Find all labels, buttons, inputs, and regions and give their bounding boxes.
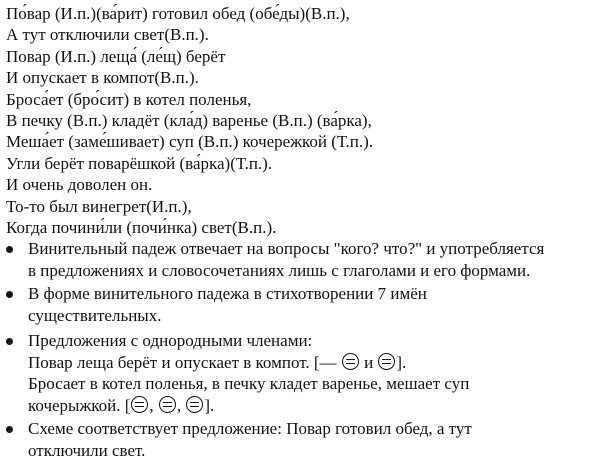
homogeneous-member-circle-icon — [131, 396, 148, 413]
scheme-bracket: [— — [313, 352, 337, 372]
note-text: Схеме соответствует предложение: Повар готовил обед, а тут — [28, 419, 472, 438]
homogeneous-member-circle-icon — [342, 353, 359, 370]
poem-line: Повар (И.п.) леща́ (ле́щ) берёт — [6, 46, 226, 66]
note-accusative-count — [0, 283, 596, 330]
poem-line: И опускает в компот(В.п.). — [6, 68, 199, 88]
notes-list — [0, 238, 596, 464]
poem-line: Угли берёт поварёшкой (ва́рка)(Т.п.). — [6, 153, 273, 173]
note-text: Предложения с однородными членами: — [28, 331, 313, 350]
poem-line: И очень доволен он. — [6, 175, 153, 195]
poem-line: То-то был винегрет(И.п.), — [6, 196, 192, 216]
example-sentence-1 — [28, 352, 596, 374]
scheme-conjunction: и — [364, 352, 374, 372]
poem-line: В печку (В.п.) кладёт (кла́д) варенье (В.п.) (ва́рка), — [6, 110, 372, 130]
scheme-bracket: ]. — [396, 352, 407, 372]
example-text: кочерыжкой. — [28, 395, 121, 415]
note-text: Бросает в котел поленья, в печку кладет варенье, мешает суп — [28, 374, 470, 393]
homogeneous-member-circle-icon — [186, 396, 203, 413]
scheme-comma: , — [149, 395, 154, 415]
note-text: в предложениях и словосочетаниях лишь с глаголами и его формами. — [28, 260, 531, 280]
scheme-bracket: ]. — [204, 395, 215, 415]
note-text: отключили свет. — [28, 440, 146, 460]
poem-line: Броса́ет (бро́сит) в котел поленья, — [6, 89, 252, 109]
example-sentence-2 — [28, 395, 596, 417]
note-text: В форме винительного падежа в стихотворении 7 имён — [28, 284, 427, 303]
poem-line: По́вар (И.п.)(ва́рит) готовил обед (обе́ды)(В.п.), — [6, 4, 350, 23]
poem-line: А тут отключили свет(В.п.). — [6, 25, 209, 45]
scheme-bracket: [ — [124, 395, 131, 415]
note-text: существительных. — [28, 305, 162, 325]
poem-line: Меша́ет (заме́шивает) суп (В.п.) кочережкой (Т.п.). — [6, 132, 374, 152]
homogeneous-member-circle-icon — [378, 353, 395, 370]
poem-line: Когда почини́ли (почи́нка) свет(В.п.). — [6, 217, 277, 237]
example-text: Повар леща берёт и опускает в компот. — [28, 352, 310, 372]
poem — [6, 3, 373, 238]
note-homogeneous-members — [0, 330, 596, 418]
note-scheme-match — [0, 418, 596, 464]
homogeneous-member-circle-icon — [159, 396, 176, 413]
note-text: Винительный падеж отвечает на вопросы "кого? что?" и употребляется — [28, 239, 545, 258]
scheme-comma: , — [176, 395, 182, 415]
note-accusative-case — [0, 238, 596, 283]
